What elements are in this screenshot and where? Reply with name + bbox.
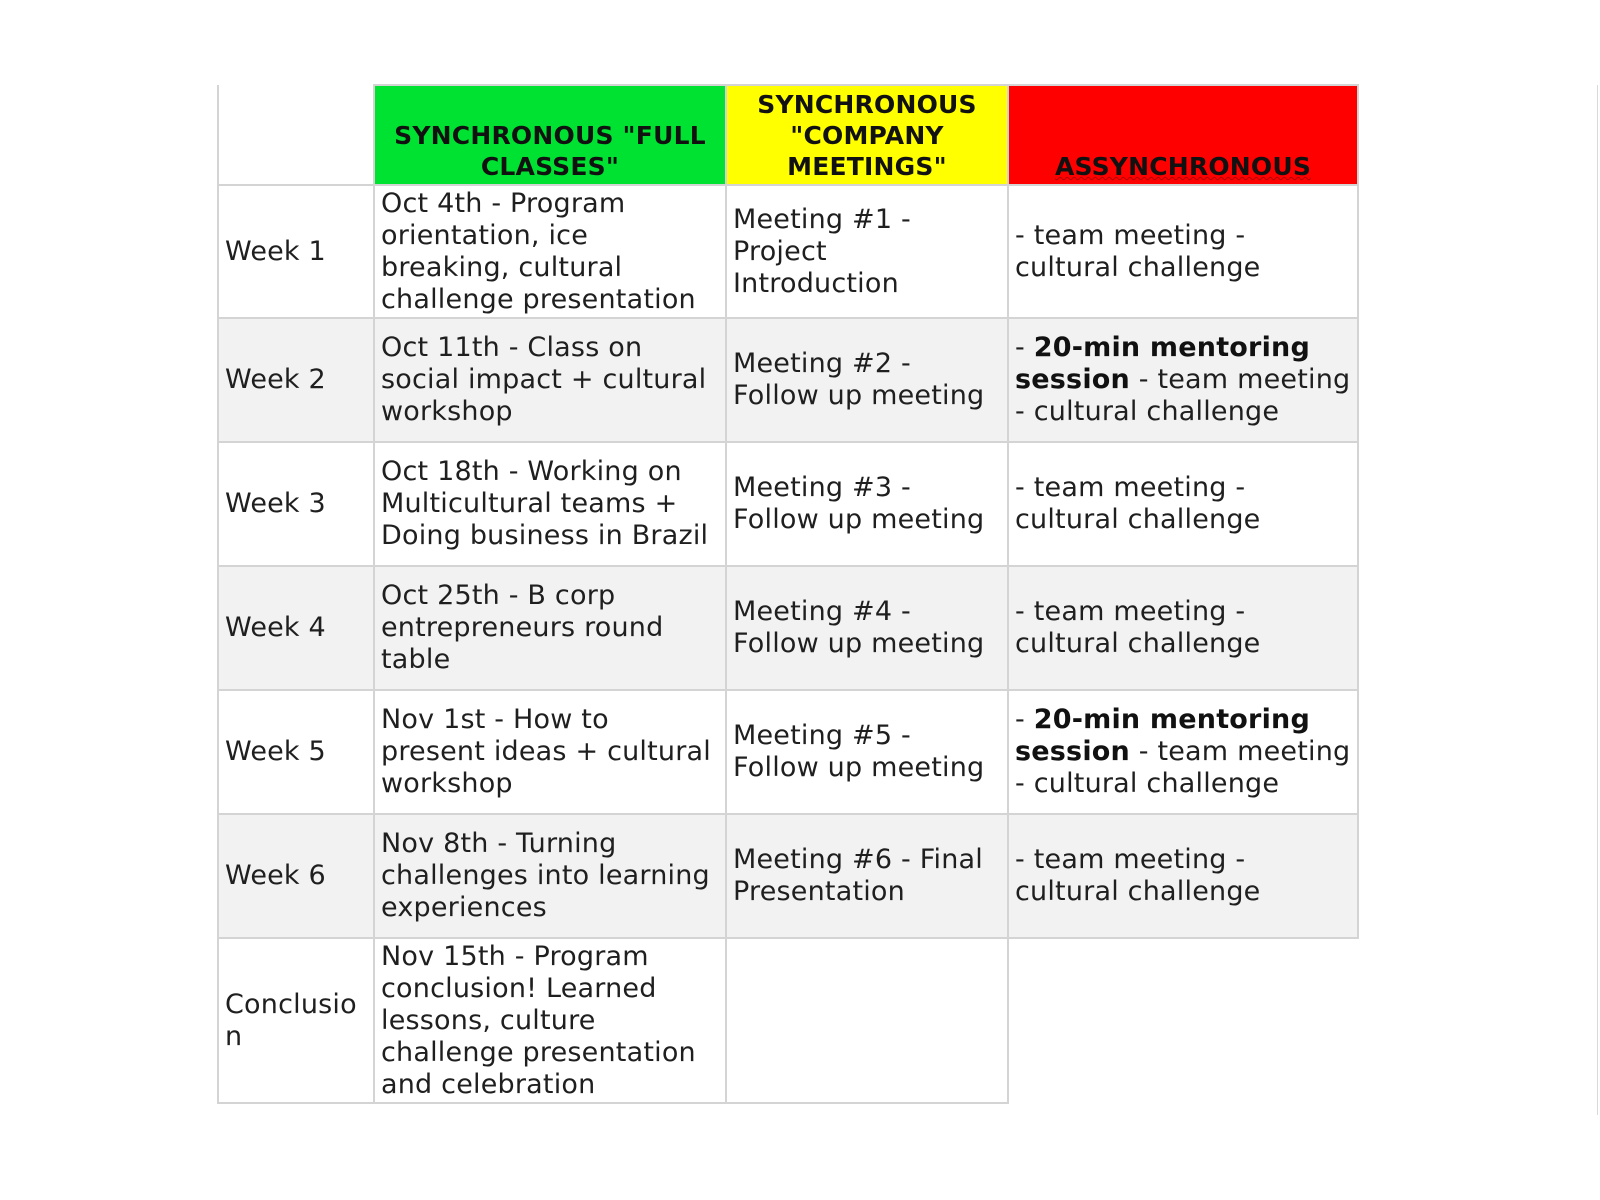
full-class-cell: Oct 25th - B corp entrepreneurs round table bbox=[374, 566, 726, 690]
async-cell bbox=[1008, 318, 1358, 442]
async-text: - team meeting - cultural challenge bbox=[1015, 219, 1261, 283]
header-asynchronous bbox=[1008, 85, 1358, 185]
week-label: Week 1 bbox=[218, 185, 374, 318]
company-meeting-cell: Meeting #3 - Follow up meeting bbox=[726, 442, 1008, 566]
week-label: Conclusion bbox=[218, 938, 374, 1103]
week-label: Week 2 bbox=[218, 318, 374, 442]
table-row-conclusion bbox=[218, 938, 1358, 1103]
company-meeting-cell bbox=[726, 938, 1008, 1103]
table-row bbox=[218, 442, 1358, 566]
week-label: Week 6 bbox=[218, 814, 374, 938]
async-cell bbox=[1008, 690, 1358, 814]
company-meeting-cell: Meeting #4 - Follow up meeting bbox=[726, 566, 1008, 690]
async-text: - team meeting - cultural challenge bbox=[1015, 472, 1261, 535]
full-class-cell: Nov 1st - How to present ideas + cultural workshop bbox=[374, 690, 726, 814]
async-highlight: 20-min mentoring session bbox=[1015, 332, 1310, 395]
table-row bbox=[218, 690, 1358, 814]
async-text: - team meeting - cultural challenge bbox=[1015, 596, 1261, 659]
week-label: Week 3 bbox=[218, 442, 374, 566]
full-class-cell: Oct 11th - Class on social impact + cultural workshop bbox=[374, 318, 726, 442]
async-text: - bbox=[1015, 332, 1034, 363]
async-cell bbox=[1008, 442, 1358, 566]
async-text-suffix: - team meeting - cultural challenge bbox=[1015, 364, 1351, 427]
async-text: - bbox=[1015, 704, 1034, 735]
async-cell bbox=[1008, 185, 1358, 318]
async-highlight: 20-min mentoring session bbox=[1015, 704, 1310, 767]
full-class-cell: Oct 18th - Working on Multicultural teams + Doing business in Brazil bbox=[374, 442, 726, 566]
async-cell bbox=[1008, 566, 1358, 690]
header-asynchronous-label: ASSYNCHRONOUS bbox=[1054, 152, 1312, 181]
async-cell-empty bbox=[1008, 938, 1358, 1103]
header-sync-full-classes: SYNCHRONOUS "FULL CLASSES" bbox=[374, 85, 726, 185]
async-text: - team meeting - cultural challenge bbox=[1015, 844, 1261, 907]
week-label: Week 4 bbox=[218, 566, 374, 690]
table-row bbox=[218, 318, 1358, 442]
company-meeting-cell: Meeting #5 - Follow up meeting bbox=[726, 690, 1008, 814]
full-class-cell: Nov 8th - Turning challenges into learning experiences bbox=[374, 814, 726, 938]
program-schedule-table bbox=[217, 84, 1359, 1104]
table-row bbox=[218, 814, 1358, 938]
header-row bbox=[218, 85, 1358, 185]
company-meeting-cell: Meeting #2 - Follow up meeting bbox=[726, 318, 1008, 442]
table-row bbox=[218, 566, 1358, 690]
company-meeting-cell: Meeting #1 - Project Introduction bbox=[726, 185, 1008, 318]
async-cell bbox=[1008, 814, 1358, 938]
full-class-cell: Oct 4th - Program orientation, ice breaking, cultural challenge presentation bbox=[374, 185, 726, 318]
full-class-cell: Nov 15th - Program conclusion! Learned lessons, culture challenge presentation and celebration bbox=[374, 938, 726, 1103]
week-label: Week 5 bbox=[218, 690, 374, 814]
header-sync-company-meetings: SYNCHRONOUS "COMPANY MEETINGS" bbox=[726, 85, 1008, 185]
header-corner-cell bbox=[218, 85, 374, 185]
async-text-suffix: - team meeting - cultural challenge bbox=[1015, 736, 1351, 799]
page-edge-divider bbox=[1597, 85, 1598, 1115]
table-row bbox=[218, 185, 1358, 318]
company-meeting-cell: Meeting #6 - Final Presentation bbox=[726, 814, 1008, 938]
